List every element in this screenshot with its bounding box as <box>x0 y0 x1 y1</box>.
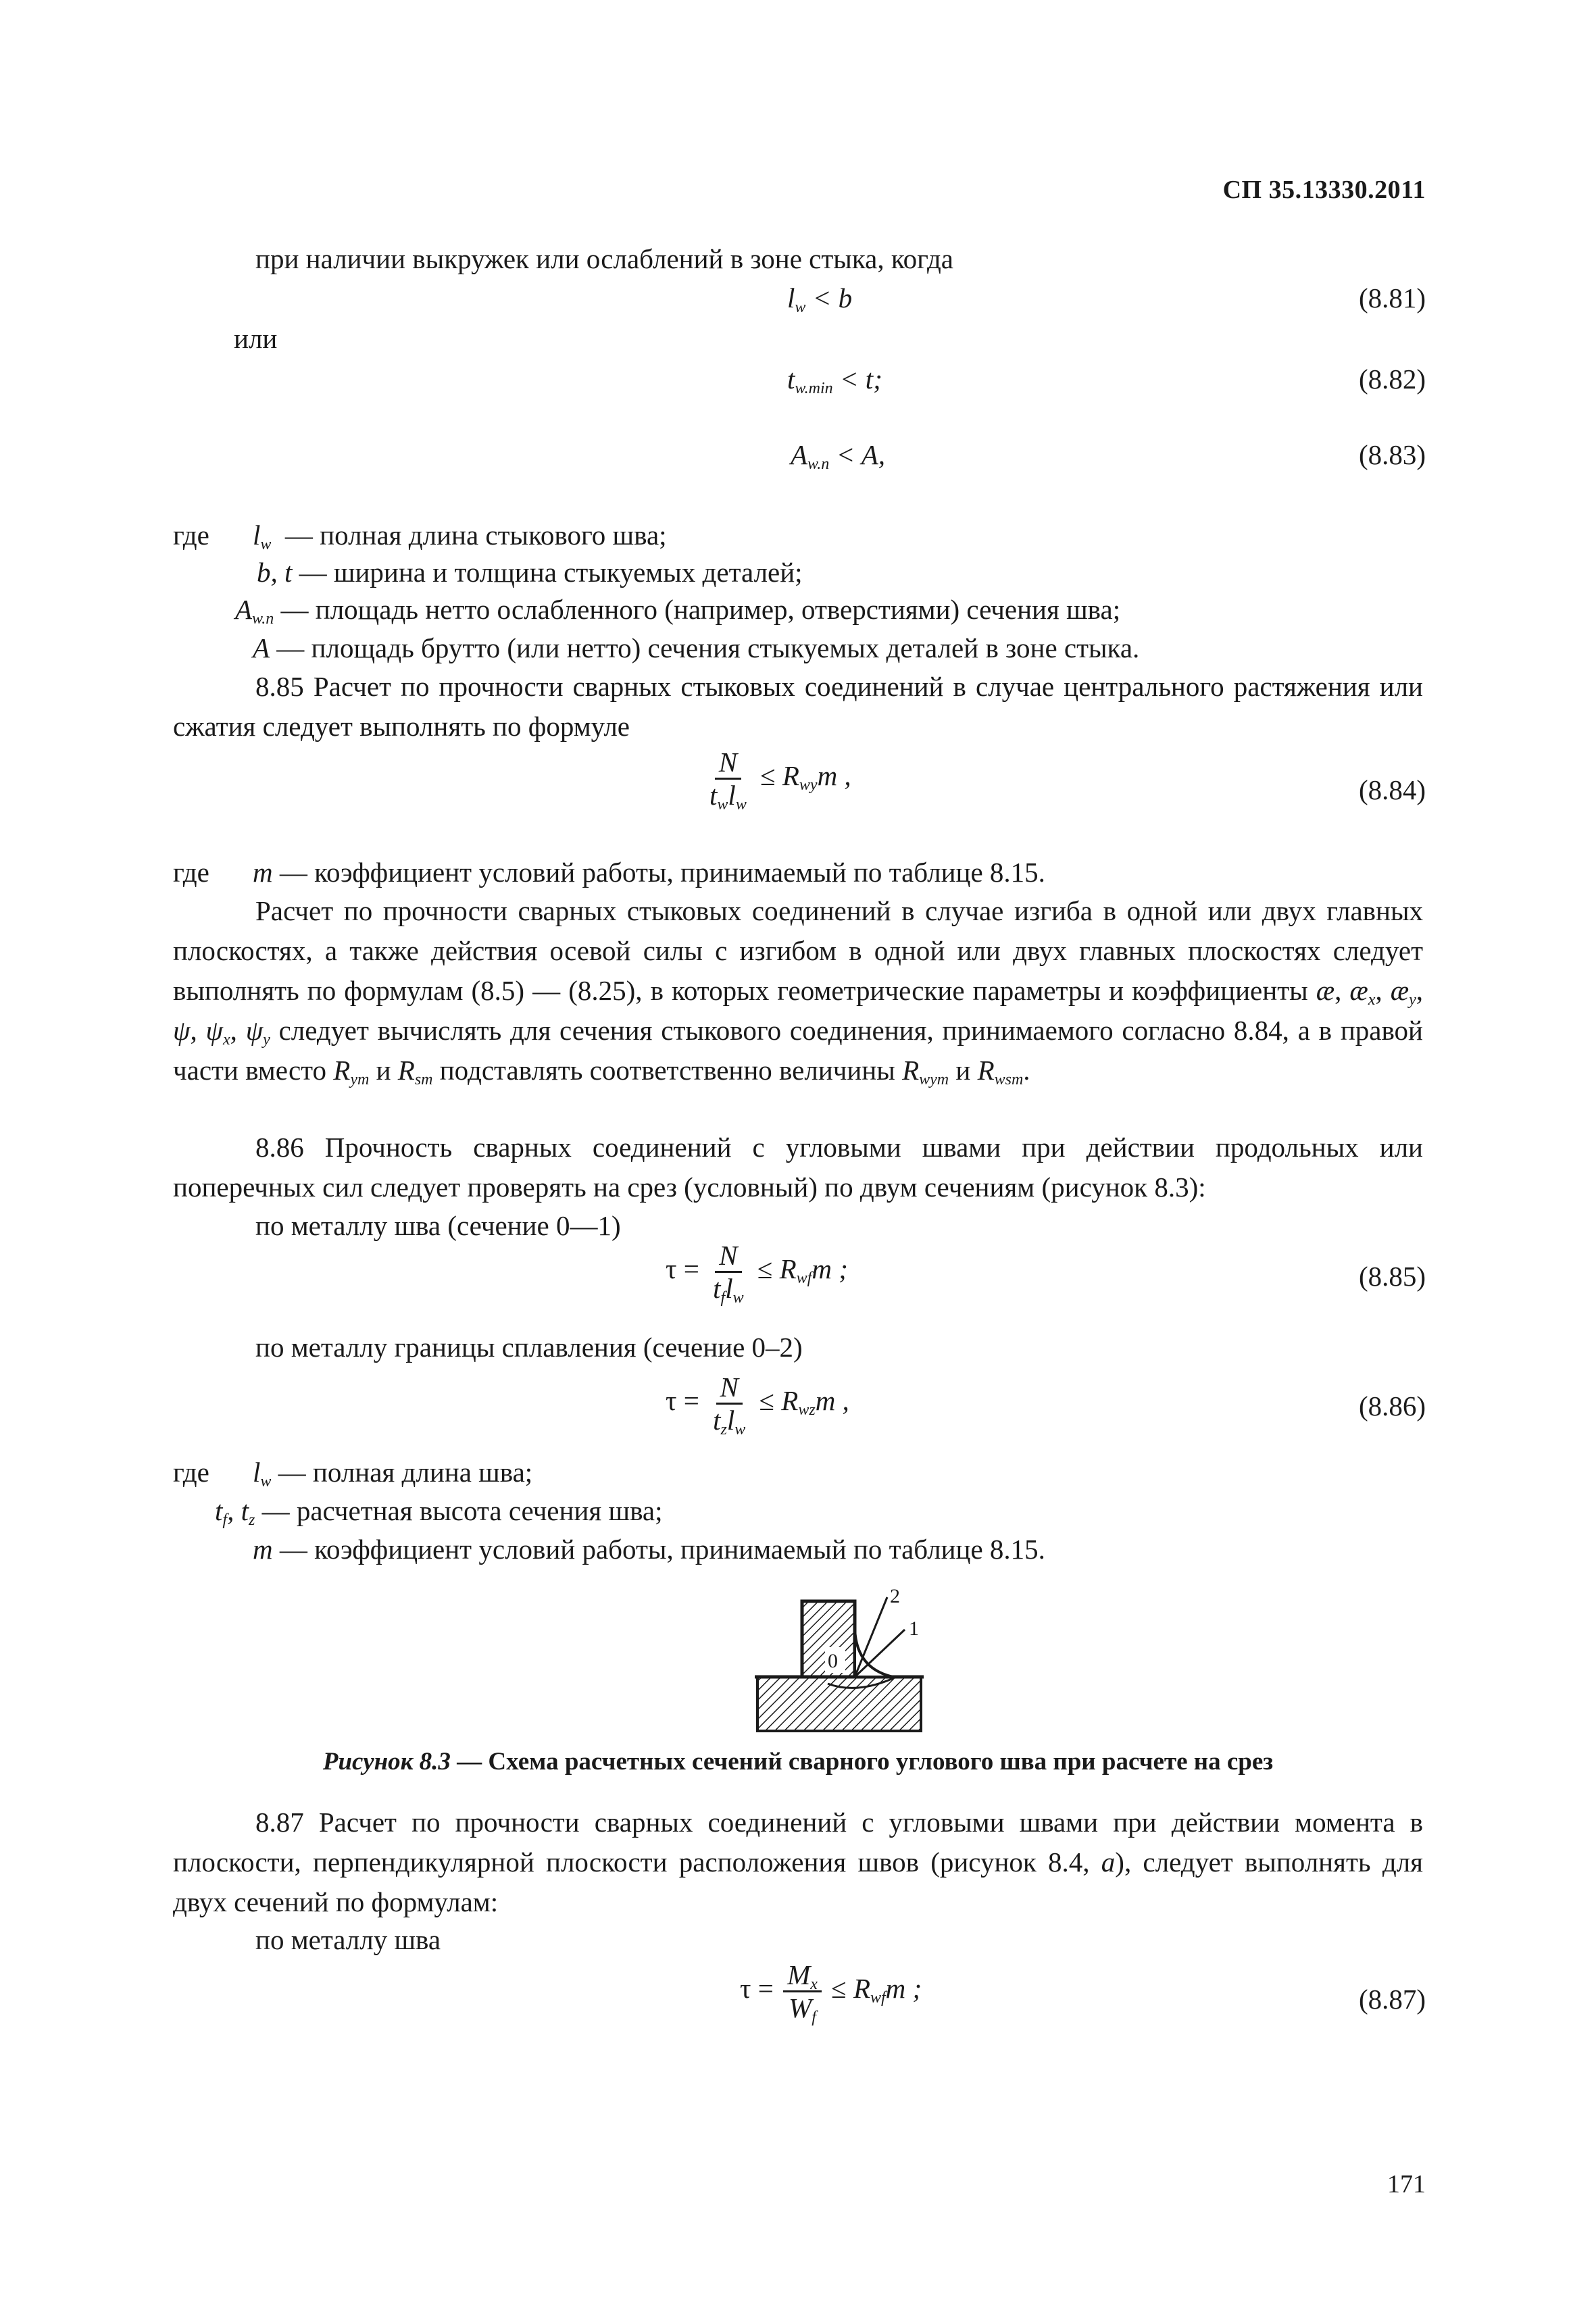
bending-sep-3: , <box>1416 975 1424 1006</box>
where3-item-3-symbol: m <box>253 1534 273 1565</box>
where3-item-3-dash: — <box>279 1534 307 1565</box>
formula-8-87-rel: ≤ <box>831 1972 847 2004</box>
bending-sep-2: , <box>1375 975 1391 1006</box>
where1-item-4 <box>253 628 1139 668</box>
clause-8-85: 8.85 Расчет по прочности сварных стыковых соединений в случае центрального растяжения или сжатия следует выполнять по формуле <box>173 671 1423 742</box>
bending-ae-y-sub: y <box>1409 991 1416 1009</box>
where-label-2: где <box>173 857 209 888</box>
bending-ae-y: ӕ <box>1390 975 1410 1006</box>
formula-8-85-R-sub: wf <box>796 1269 812 1287</box>
by-weld-metal: по металлу шва (сечение 0—1) <box>255 1210 621 1241</box>
formula-8-84-number: (8.84) <box>1358 774 1426 805</box>
formula-8-81-rel: < b <box>812 282 853 313</box>
formula-8-83 <box>791 435 885 475</box>
where1-item-4-dash: — <box>276 632 305 663</box>
bending-R-wsm-sub: wsm <box>994 1071 1024 1088</box>
formula-8-83-rel: < A, <box>836 439 886 470</box>
bending-sep-4: , <box>190 1015 206 1046</box>
formula-8-86-den-t-sub: z <box>720 1421 727 1438</box>
bending-R-sm: R <box>397 1055 415 1086</box>
where3-item-1-sub: w <box>260 1473 272 1490</box>
formula-8-83-number: (8.83) <box>1358 439 1426 470</box>
where3-item-1 <box>253 1453 532 1492</box>
formula-8-85-number: (8.85) <box>1358 1261 1426 1292</box>
formula-8-84-m: m , <box>817 759 851 791</box>
figure-caption-lead: Рисунок 8.3 <box>322 1748 451 1776</box>
clause-8-87-a: а <box>1101 1846 1116 1878</box>
bending-text-3: подставлять соответственно величины <box>432 1055 903 1086</box>
formula-8-85-den-l: l <box>725 1273 733 1304</box>
formula-8-83-sub: w.n <box>807 455 830 473</box>
where3-item-3 <box>253 1530 1045 1569</box>
where1-item-3 <box>235 590 1120 630</box>
clause-bending <box>173 891 1423 1090</box>
where1-item-2 <box>257 553 803 593</box>
bending-R-wsm: R <box>977 1055 995 1086</box>
formula-8-86-fraction <box>709 1372 749 1436</box>
where3-item-2-text: расчетная высота сечения шва; <box>296 1495 663 1526</box>
intro-line: при наличии выкружек или ослаблений в зоне стыка, когда <box>255 243 954 274</box>
formula-8-82-symbol: t <box>787 363 795 395</box>
formula-8-85-rel: ≤ <box>757 1253 773 1284</box>
bending-text-2: следует вычислять для сечения стыкового соединения, принимаемого согласно 8.84, а в правой части вместо <box>173 1015 1423 1086</box>
formula-8-86-denominator <box>709 1405 749 1436</box>
where1-item-3-symbol: A <box>235 594 253 625</box>
where1-item-2-text: ширина и толщина стыкуемых деталей; <box>333 557 803 588</box>
bending-and-1: и <box>369 1055 398 1086</box>
formula-8-87 <box>740 1959 922 2026</box>
bending-psi: ψ <box>173 1015 191 1046</box>
where2-dash: — <box>279 857 307 888</box>
base-plate <box>757 1677 921 1731</box>
formula-8-87-tau: τ = <box>740 1972 774 2004</box>
where1-item-1-sub: w <box>260 536 272 553</box>
bending-R-ym: R <box>333 1055 351 1086</box>
where-label-3: где <box>173 1457 209 1488</box>
formula-8-84-den-l-sub: w <box>735 796 747 813</box>
formula-8-85-den-t: t <box>713 1273 721 1304</box>
formula-8-81-sub: w <box>795 299 806 316</box>
where2-item <box>253 853 1045 892</box>
formula-8-87-number: (8.87) <box>1358 1984 1426 2015</box>
formula-8-87-R-sub: wf <box>870 1988 886 2007</box>
formula-8-85-m: m ; <box>812 1253 848 1284</box>
formula-8-87-m: m ; <box>885 1972 922 2004</box>
formula-8-82-rel: < t; <box>839 363 882 395</box>
where1-item-3-text: площадь нетто ослабленного (например, отверстиями) сечения шва; <box>315 594 1121 625</box>
formula-8-85-den-t-sub: f <box>720 1289 726 1307</box>
formula-8-85-denominator <box>709 1273 748 1307</box>
formula-8-87-den-W: W <box>789 1992 812 2023</box>
where3-item-1-text: полная длина шва; <box>312 1457 533 1488</box>
section-label-2: 2 <box>890 1588 900 1607</box>
formula-8-87-fraction <box>783 1959 822 2026</box>
clause-8-86: 8.86 Прочность сварных соединений с угловыми швами при действии продольных или поперечных сил следует проверять на срез (условный) по двум сечениям (рисунок 8.3): <box>173 1132 1423 1203</box>
bending-psi-x-sub: x <box>222 1031 230 1049</box>
leader-line-1 <box>855 1630 905 1677</box>
formula-8-87-R: R <box>853 1972 870 2004</box>
formula-8-86-R-sub: wz <box>798 1401 816 1419</box>
bending-ae-x: ӕ <box>1349 975 1368 1006</box>
bending-psi-y: ψ <box>245 1015 264 1046</box>
where3-item-2-sub: f <box>222 1511 228 1529</box>
where1-item-1-dash: — <box>284 520 313 551</box>
formula-8-82-sub: w.min <box>795 380 833 397</box>
formula-8-84-denominator <box>705 780 751 811</box>
formula-8-86-m: m , <box>815 1384 849 1416</box>
formula-8-87-numerator <box>783 1959 822 1992</box>
where1-item-1-symbol: l <box>253 520 261 551</box>
where1-item-2-symbol: b, t <box>257 557 293 588</box>
where3-item-2 <box>215 1491 662 1531</box>
formula-8-81-symbol: l <box>787 282 795 313</box>
bending-text-1: Расчет по прочности сварных стыковых соединений в случае изгиба в одной или двух главных плоскостях, а также действия осевой силы с изгибом в одной или двух главных плоскостях следует выполнять по формулам (8.5) — (8.25), в которых геометрические параметры и коэффициенты <box>173 895 1423 1006</box>
formula-8-85-den-l-sub: w <box>732 1289 744 1307</box>
formula-8-84-fraction <box>705 747 751 811</box>
where2-text: коэффициент условий работы, принимаемый по таблице 8.15. <box>314 857 1045 888</box>
where1-item-3-dash: — <box>280 594 309 625</box>
formula-8-87-denominator <box>784 1992 820 2026</box>
formula-8-85-fraction <box>709 1240 748 1307</box>
formula-8-87-num-M: M <box>787 1959 811 1990</box>
formula-8-85-tau: τ = <box>666 1253 699 1284</box>
where3-item-1-symbol: l <box>253 1457 261 1488</box>
bending-sep-1: , <box>1335 975 1350 1006</box>
formula-8-86-den-l-sub: w <box>734 1421 746 1438</box>
where1-item-4-text: площадь брутто (или нетто) сечения стыкуемых деталей в зоне стыка. <box>311 632 1140 663</box>
bending-ae-x-sub: x <box>1368 991 1376 1009</box>
where-label-1: где <box>173 520 209 551</box>
formula-8-86-tau: τ = <box>666 1384 699 1416</box>
figure-caption-text: — Схема расчетных сечений сварного углового шва при расчете на срез <box>450 1748 1274 1776</box>
where1-item-1 <box>253 515 667 555</box>
where1-item-3-sub: w.n <box>252 610 274 628</box>
figure-8-3-caption <box>173 1742 1423 1782</box>
bending-and-2: и <box>949 1055 978 1086</box>
where1-item-1-text: полная длина стыкового шва; <box>320 520 667 551</box>
formula-8-86-den-l: l <box>726 1405 735 1436</box>
formula-8-87-den-sub: f <box>812 2009 816 2026</box>
where3-item-2-dash: — <box>261 1495 290 1526</box>
where3-item-2-symbol: t <box>215 1495 223 1526</box>
formula-8-84-rel: ≤ <box>760 759 776 791</box>
where3-item-1-dash: — <box>278 1457 306 1488</box>
formula-8-84-R-sub: wy <box>799 776 818 794</box>
section-origin-label: 0 <box>828 1650 838 1672</box>
formula-8-85 <box>666 1240 848 1307</box>
formula-8-86 <box>666 1372 849 1436</box>
formula-8-84 <box>703 747 851 811</box>
bending-ae: ӕ <box>1316 975 1335 1006</box>
formula-8-86-R: R <box>781 1384 799 1416</box>
formula-8-84-den-t: t <box>709 780 718 811</box>
bending-R-ym-sub: ym <box>350 1071 370 1088</box>
where3-item-2-sub-2: z <box>248 1511 255 1529</box>
figure-8-3 <box>755 1588 924 1740</box>
or-word: или <box>234 323 278 354</box>
bending-sep-5: , <box>230 1015 246 1046</box>
formula-8-86-rel: ≤ <box>759 1384 775 1416</box>
formula-8-84-numerator: N <box>715 747 741 780</box>
bending-psi-x: ψ <box>205 1015 223 1046</box>
by-weld-metal-2: по металлу шва <box>255 1924 441 1955</box>
bending-R-wym-sub: wym <box>919 1071 949 1088</box>
page-number: 171 <box>1387 2170 1426 2198</box>
bending-R-wym: R <box>902 1055 920 1086</box>
clause-8-87-text-1: 8.87 Расчет по прочности сварных соединений с угловыми швами при действии момента в плоскости, перпендикулярной плоскости расположения швов (рисунок 8.4, <box>173 1807 1423 1878</box>
where1-item-4-symbol: A <box>253 632 270 663</box>
formula-8-86-numerator: N <box>716 1372 743 1405</box>
where3-item-2-symbol-2: , t <box>227 1495 249 1526</box>
formula-8-87-num-sub: x <box>810 1976 818 1993</box>
clause-8-87 <box>173 1803 1423 1922</box>
where1-item-2-dash: — <box>299 557 327 588</box>
formula-8-81 <box>787 278 852 318</box>
formula-8-81-number: (8.81) <box>1358 282 1426 313</box>
formula-8-84-den-l: l <box>728 780 736 811</box>
formula-8-84-den-t-sub: w <box>717 796 728 813</box>
bending-end: . <box>1023 1055 1030 1086</box>
running-header-code: СП 35.13330.2011 <box>1222 176 1426 204</box>
where2-symbol: m <box>253 857 273 888</box>
section-label-1: 1 <box>909 1617 919 1640</box>
bending-R-sm-sub: sm <box>414 1071 433 1088</box>
formula-8-84-R: R <box>782 759 799 791</box>
bending-psi-y-sub: y <box>263 1031 270 1049</box>
formula-8-85-numerator: N <box>715 1240 741 1273</box>
formula-8-82-number: (8.82) <box>1358 363 1426 395</box>
formula-8-86-den-t: t <box>713 1405 721 1436</box>
clause-8-87-text-2: ), следует выполнять для двух сечений по формулам: <box>173 1846 1424 1917</box>
formula-8-85-R: R <box>779 1253 797 1284</box>
formula-8-82 <box>787 359 882 399</box>
formula-8-86-number: (8.86) <box>1358 1390 1426 1422</box>
fillet-weld <box>855 1628 893 1677</box>
formula-8-83-symbol: A <box>791 439 808 470</box>
by-fusion-boundary: по металлу границы сплавления (сечение 0–2) <box>255 1332 803 1363</box>
where3-item-3-text: коэффициент условий работы, принимаемый по таблице 8.15. <box>314 1534 1045 1565</box>
